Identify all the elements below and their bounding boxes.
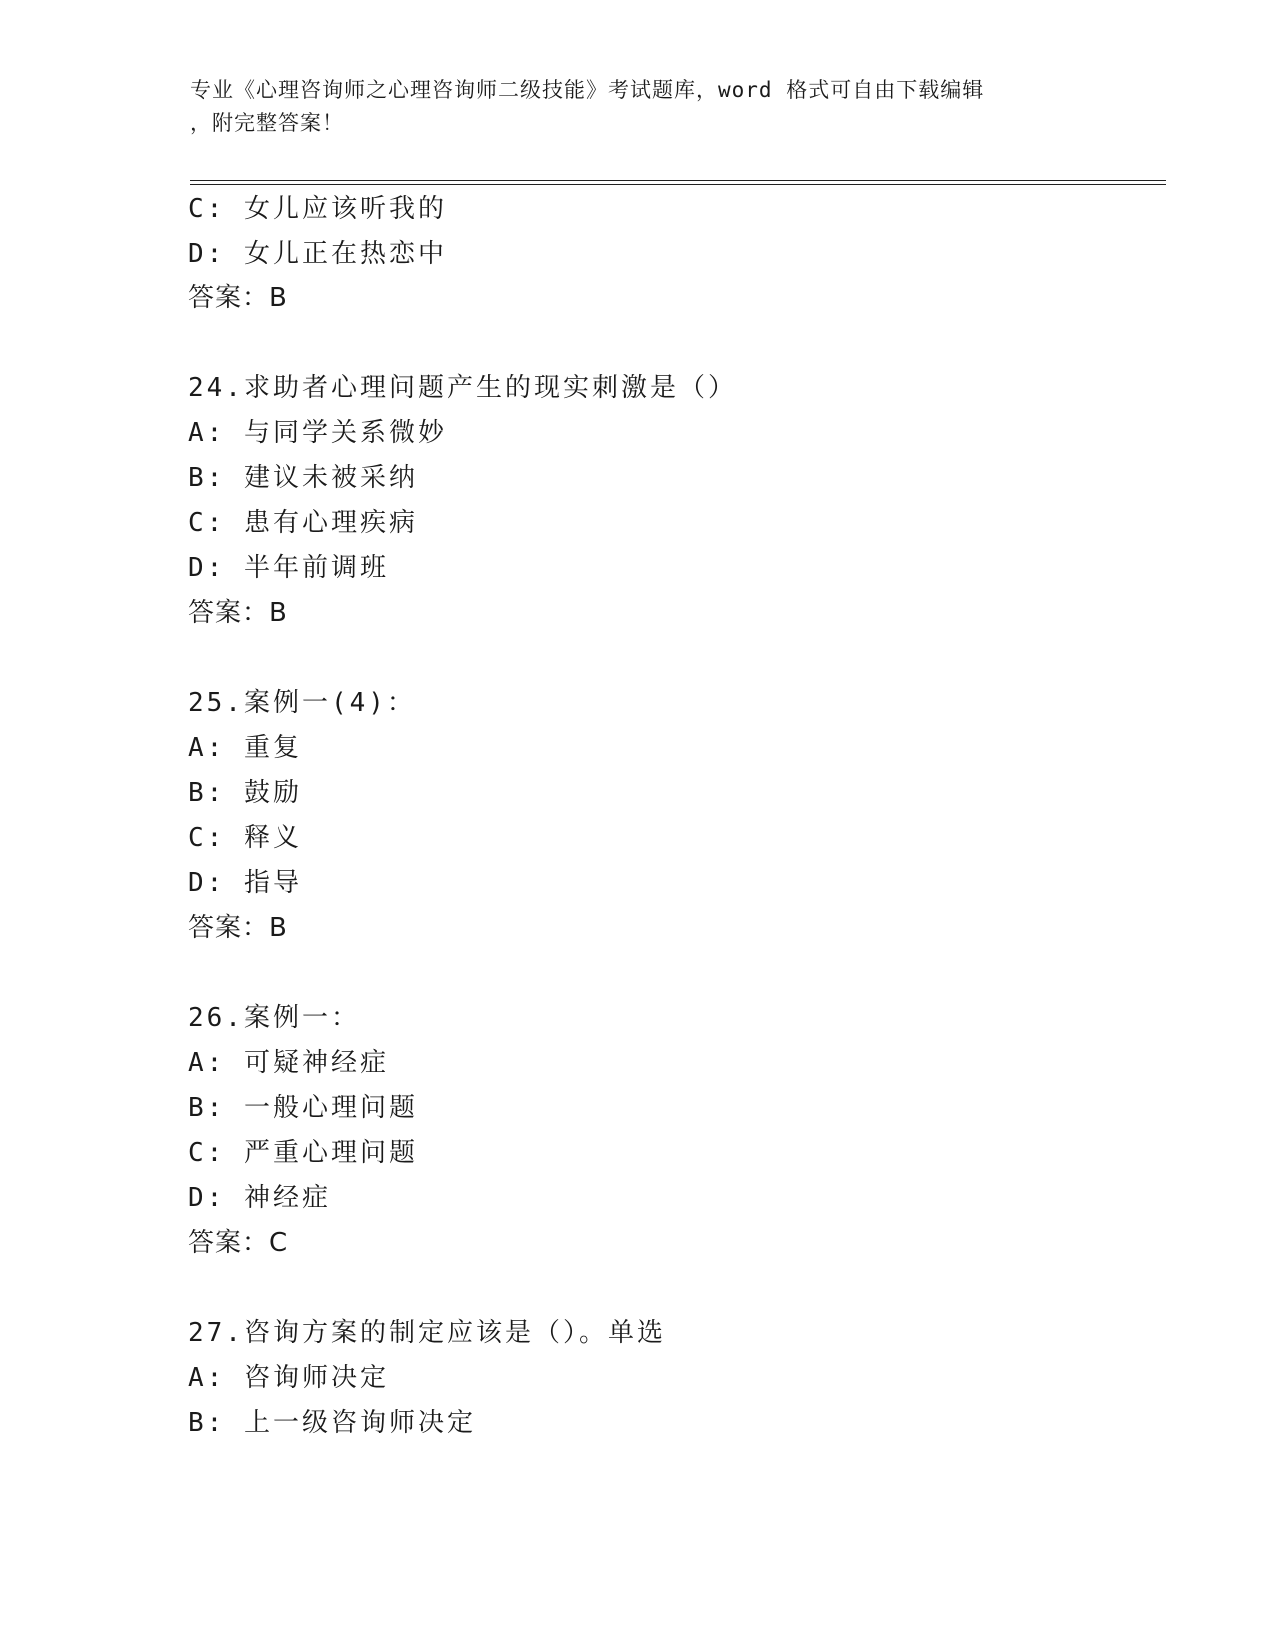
option-a: A: 重复 bbox=[188, 733, 302, 763]
header-divider-bottom bbox=[190, 184, 1166, 185]
option-d: D: 半年前调班 bbox=[188, 553, 389, 583]
option-c: C: 严重心理问题 bbox=[188, 1138, 418, 1168]
answer-line: 答案：B bbox=[188, 283, 288, 313]
answer-line: 答案：C bbox=[188, 1228, 289, 1258]
header-divider-top bbox=[190, 180, 1166, 181]
option-b: B: 建议未被采纳 bbox=[188, 463, 418, 493]
option-a: A: 可疑神经症 bbox=[188, 1048, 389, 1078]
question-26: 26.案例一： bbox=[188, 1003, 360, 1033]
header-line-2: ，附完整答案！ bbox=[190, 111, 344, 135]
option-a: A: 咨询师决定 bbox=[188, 1363, 389, 1393]
answer-line: 答案：B bbox=[188, 913, 288, 943]
option-b: B: 上一级咨询师决定 bbox=[188, 1408, 476, 1438]
option-d: D: 神经症 bbox=[188, 1183, 331, 1213]
document-header bbox=[190, 74, 1090, 140]
question-27: 27.咨询方案的制定应该是（）。单选 bbox=[188, 1318, 666, 1348]
option-d: D: 指导 bbox=[188, 868, 302, 898]
option-c: C: 女儿应该听我的 bbox=[188, 194, 447, 224]
header-line-1: 专业《心理咨询师之心理咨询师二级技能》考试题库，word 格式可自由下载编辑 bbox=[190, 78, 985, 102]
question-24: 24.求助者心理问题产生的现实刺激是（） bbox=[188, 373, 737, 403]
option-d: D: 女儿正在热恋中 bbox=[188, 239, 447, 269]
option-c: C: 患有心理疾病 bbox=[188, 508, 418, 538]
answer-line: 答案：B bbox=[188, 598, 288, 628]
option-b: B: 一般心理问题 bbox=[188, 1093, 418, 1123]
option-a: A: 与同学关系微妙 bbox=[188, 418, 447, 448]
question-25: 25.案例一(4)： bbox=[188, 688, 416, 718]
option-b: B: 鼓励 bbox=[188, 778, 302, 808]
option-c: C: 释义 bbox=[188, 823, 302, 853]
